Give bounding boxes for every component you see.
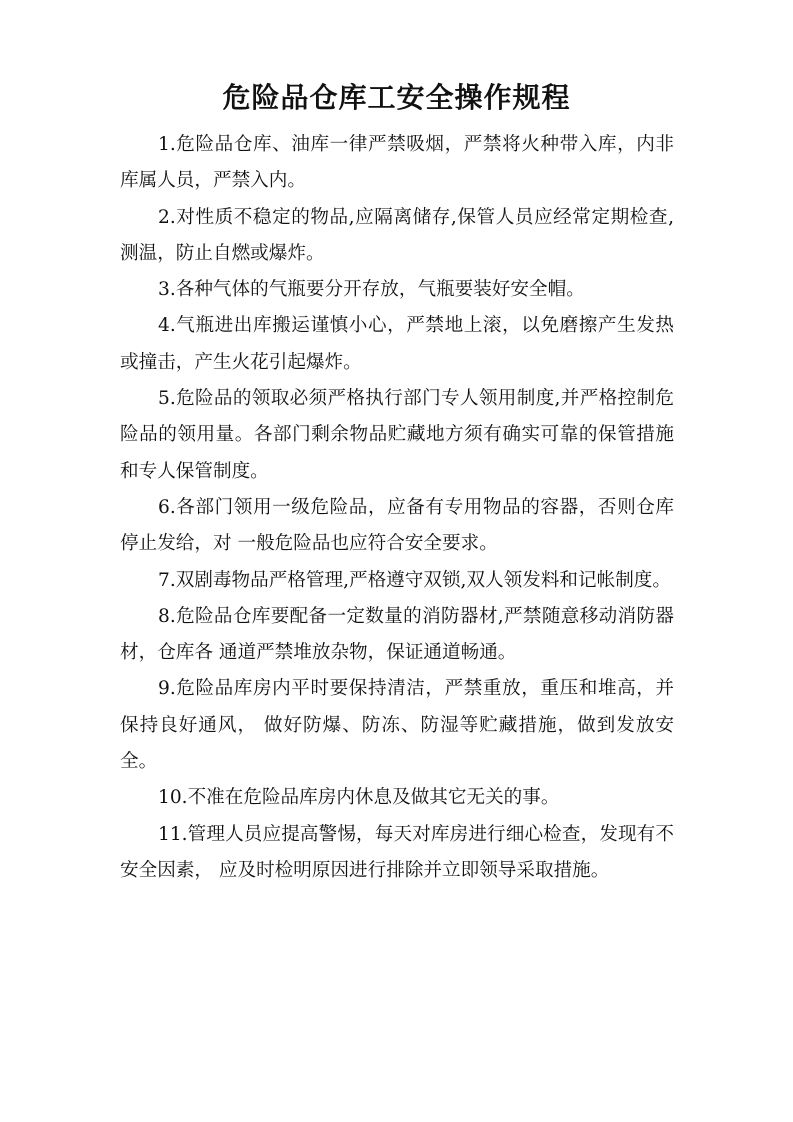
rule-paragraph-6: 6.各部门领用一级危险品，应备有专用物品的容器，否则仓库停止发给，对 一般危险品也应符合安全要求。 [120, 496, 674, 555]
rule-paragraph-7: 7.双剧毒物品严格管理,严格遵守双锁,双人领发料和记帐制度。 [158, 569, 671, 591]
rule-paragraph-4: 4.气瓶进出库搬运谨慎小心，严禁地上滚，以免磨擦产生发热或撞击，产生火花引起爆炸。 [120, 315, 674, 373]
document-body [120, 127, 674, 889]
rule-paragraph-10: 10.不准在危险品库房内休息及做其它无关的事。 [158, 787, 560, 809]
rule-paragraph-8: 8.危险品仓库要配备一定数量的消防器材,严禁随意移动消防器材，仓库各 通道严禁堆放杂物，保证通道畅通。 [120, 605, 674, 664]
rule-paragraph-3: 3.各种气体的气瓶要分开存放，气瓶要装好安全帽。 [158, 279, 585, 301]
document-title: 危险品仓库工安全操作规程 [222, 81, 571, 114]
rule-paragraph-9: 9.危险品库房内平时要保持清洁，严禁重放，重压和堆高，并保持良好通风， 做好防爆、防冻、防湿等贮藏措施，做到发放安全。 [120, 678, 674, 773]
rule-paragraph-1: 1.危险品仓库、油库一律严禁吸烟，严禁将火种带入库，内非库属人员，严禁入内。 [120, 134, 674, 192]
rule-paragraph-5: 5.危险品的领取必须严格执行部门专人领用制度,并严格控制危险品的领用量。各部门剩余物品贮藏地方须有确实可靠的保管措施和专人保管制度。 [120, 388, 674, 482]
rule-paragraph-2: 2.对性质不稳定的物品,应隔离储存,保管人员应经常定期检查,测温，防止自燃或爆炸。 [120, 206, 674, 264]
rule-paragraph-11: 11.管理人员应提高警惕，每天对库房进行细心检查，发现有不安全因素， 应及时检明原因进行排除并立即领导采取措施。 [120, 823, 674, 881]
